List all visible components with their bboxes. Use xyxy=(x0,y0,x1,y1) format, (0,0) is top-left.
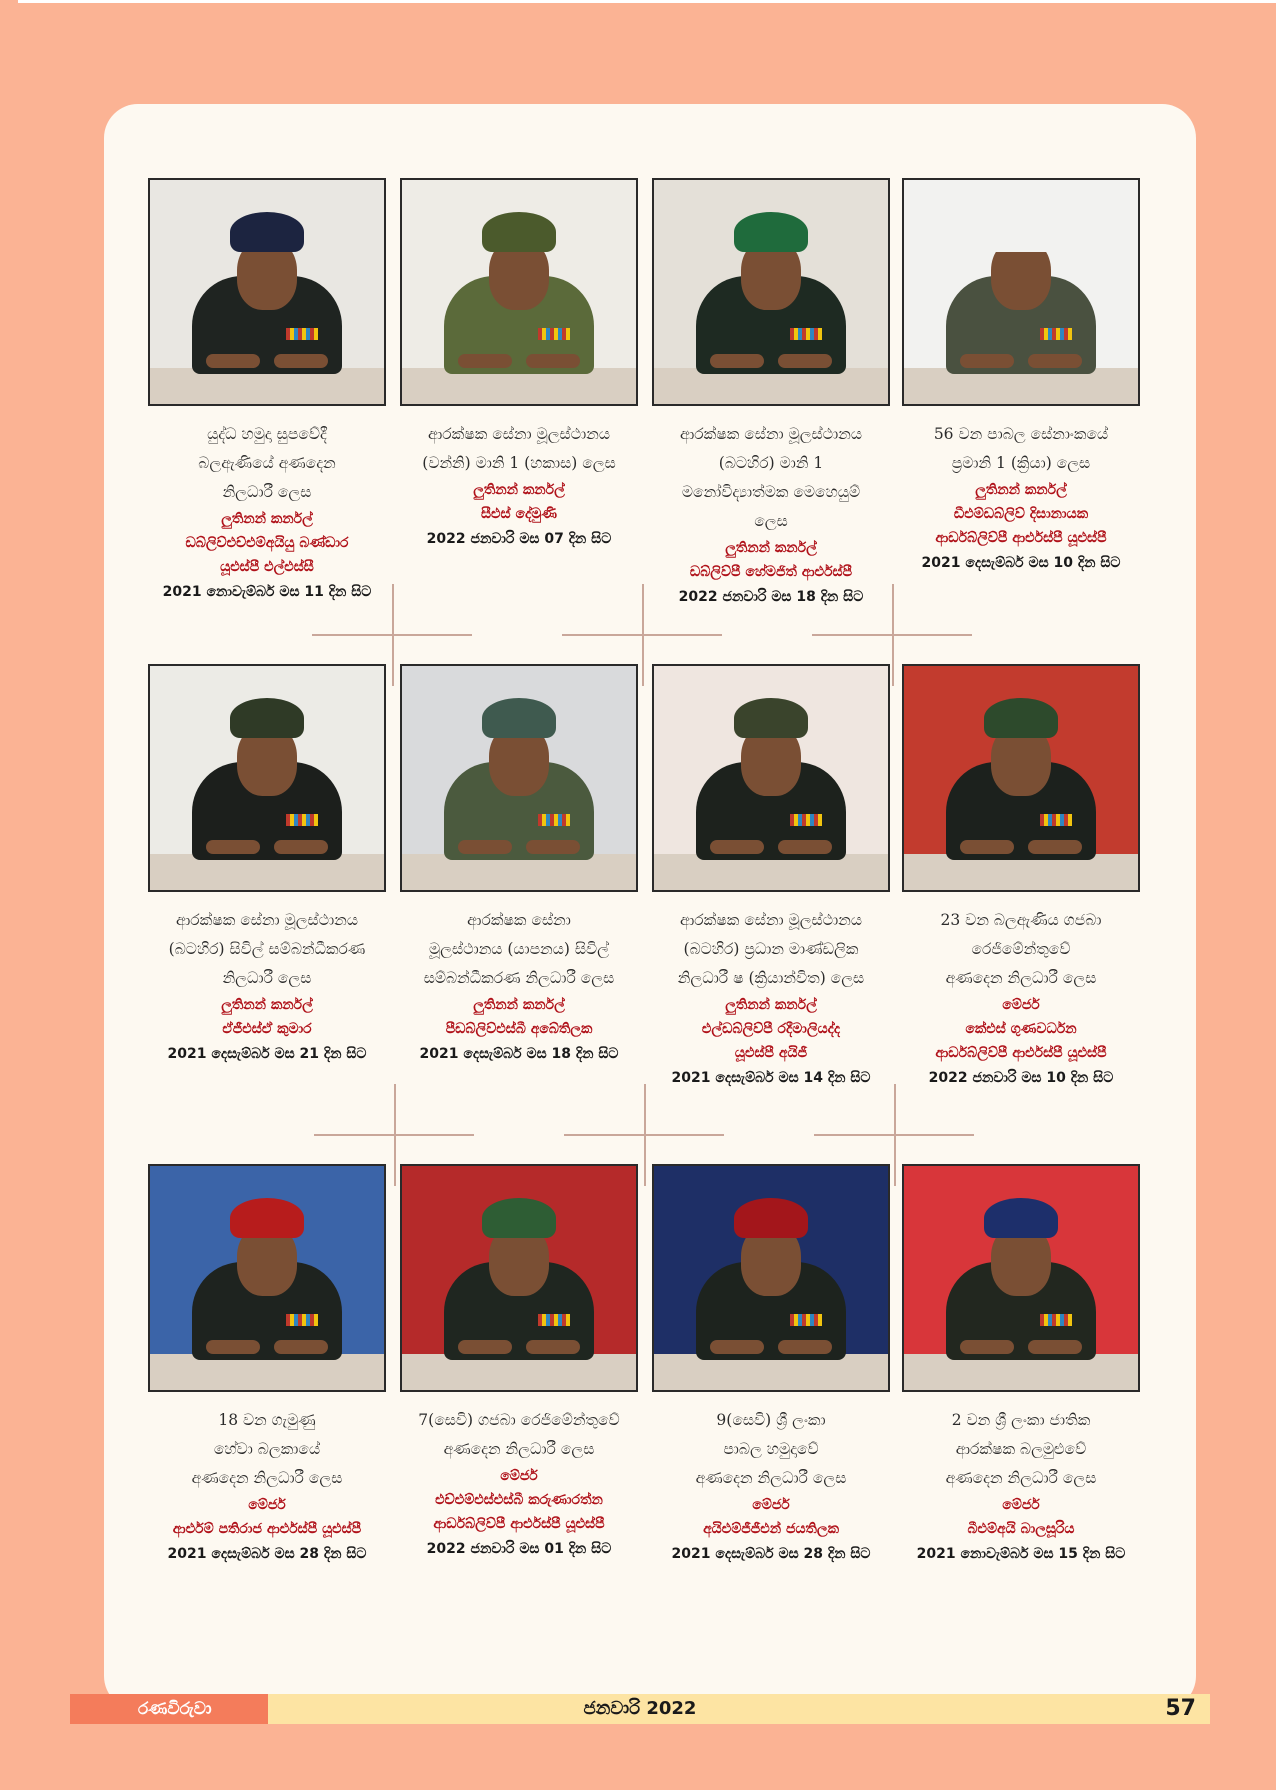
officer-photo xyxy=(902,1164,1140,1392)
officer-name: එල්ඩබ්ලිව්පී රදීමාලියද්ද xyxy=(701,1021,841,1037)
photo-medal-ribbons xyxy=(1040,328,1072,340)
officer-photo xyxy=(400,178,638,406)
content-card xyxy=(104,104,1196,1710)
officer-photo xyxy=(902,178,1140,406)
appointment-line: 23 වන බලඇණිය ගජබා xyxy=(940,911,1102,929)
officer-card xyxy=(148,664,386,1067)
photo-cap xyxy=(984,212,1058,252)
officer-photo xyxy=(148,664,386,892)
photo-arm xyxy=(778,1340,832,1354)
photo-medal-ribbons xyxy=(538,814,570,826)
officer-card xyxy=(148,1164,386,1567)
officer-name: ආර්ඩබ්ලිව්පී ආර්එස්පී යූඑස්පී xyxy=(433,1516,605,1532)
appointment-line: මූලස්ථානය (යාපනය) සිවිල් xyxy=(429,940,609,958)
appointment-line: රෙජිමේන්තුවේ xyxy=(971,940,1071,958)
officer-name: ආර්එම් පතිරාජ ආර්එස්පී යූඑස්පී xyxy=(172,1521,362,1537)
officer-rank: ලුතිනන් කර්නල් xyxy=(221,997,313,1013)
photo-arm xyxy=(526,1340,580,1354)
appointment-line: අණදෙන නිලධාරී ලෙස xyxy=(695,1469,847,1487)
photo-arm xyxy=(274,354,328,368)
officer-name: ආර්ඩබ්ලිව්පී ආර්එස්පී යූඑස්පී xyxy=(935,530,1107,546)
effective-date: 2021 දෙසැම්බර් මස 18 දින සිට xyxy=(419,1046,619,1062)
appointment-line: ආරක්ෂක සේනා මූලස්ථානය xyxy=(680,911,862,929)
photo-cap xyxy=(482,1198,556,1238)
photo-arm xyxy=(458,840,512,854)
photo-arm xyxy=(458,354,512,368)
photo-medal-ribbons xyxy=(1040,814,1072,826)
officer-name: ආර්ඩබ්ලිව්පී ආර්එස්පී යූඑස්පී xyxy=(935,1045,1107,1061)
appointment-line: අණදෙන නිලධාරී ලෙස xyxy=(191,1469,343,1487)
officer-name: යූඑස්පී අයිජී xyxy=(734,1045,808,1061)
officer-rank: ලුතිනන් කර්නල් xyxy=(221,511,313,527)
photo-arm xyxy=(1028,840,1082,854)
photo-cap xyxy=(230,212,304,252)
appointment-line: නිලධාරී ෂ (ක්‍රියාන්විත) ලෙස xyxy=(677,969,865,987)
officer-caption xyxy=(400,1406,638,1562)
officer-photo xyxy=(652,1164,890,1392)
officer-name: ඩබ්ලිව්පී හේමජිත් ආර්එස්පී xyxy=(689,564,853,580)
officer-card xyxy=(400,178,638,552)
divider-ornament xyxy=(314,1134,474,1136)
officer-rank: ලුතිනන් කර්නල් xyxy=(975,482,1067,498)
appointment-line: මනෝවිද්‍යාත්මක මෙහෙයුම් xyxy=(681,483,861,501)
officer-card xyxy=(652,664,890,1091)
officer-rank: මේජර් xyxy=(248,1497,286,1513)
officer-rank: ලුතිනන් කර්නල් xyxy=(725,997,817,1013)
appointment-line: (බටහිර) ප්‍රධාන මාණ්ඩලික xyxy=(683,940,859,958)
photo-cap xyxy=(984,1198,1058,1238)
photo-medal-ribbons xyxy=(286,1314,318,1326)
divider-ornament xyxy=(562,634,722,636)
appointment-line: 18 වන ගැමුණු xyxy=(218,1411,316,1429)
photo-medal-ribbons xyxy=(286,814,318,826)
photo-medal-ribbons xyxy=(790,814,822,826)
appointment-line: බලඇණියේ අණදෙන xyxy=(198,454,336,472)
photo-medal-ribbons xyxy=(538,1314,570,1326)
officer-name: අයිඑම්ජීජීඑන් ජයතිලක xyxy=(703,1521,839,1537)
photo-arm xyxy=(778,840,832,854)
officer-grid xyxy=(104,104,1196,1710)
divider-ornament xyxy=(814,1134,974,1136)
appointment-line: 56 වන පාබල සේනාංකයේ xyxy=(933,425,1109,443)
officer-card xyxy=(148,178,386,605)
photo-cap xyxy=(734,212,808,252)
effective-date: 2021 දෙසැම්බර් මස 21 දින සිට xyxy=(167,1046,367,1062)
appointment-line: ආරක්ෂක සේනා මූලස්ථානය xyxy=(428,425,610,443)
officer-rank: මේජර් xyxy=(1002,997,1040,1013)
appointment-line: නිලධාරී ලෙස xyxy=(222,969,312,987)
effective-date: 2022 ජනවාරි මස 18 දින සිට xyxy=(678,589,864,605)
photo-arm xyxy=(710,354,764,368)
officer-photo xyxy=(400,1164,638,1392)
officer-caption xyxy=(400,906,638,1067)
divider-ornament xyxy=(312,634,472,636)
top-edge-line xyxy=(18,0,1276,3)
appointment-line: 7(සෙවි) ගජබා රෙජිමේන්තුවේ xyxy=(418,1411,620,1429)
officer-card xyxy=(902,178,1140,576)
photo-arm xyxy=(710,840,764,854)
officer-name: සීඑස් දේමුණි xyxy=(480,506,558,522)
officer-name: ඒජීඑස්ඒ කුමාර xyxy=(222,1021,312,1037)
photo-cap xyxy=(734,1198,808,1238)
officer-card xyxy=(902,664,1140,1091)
effective-date: 2022 ජනවාරි මස 10 දින සිට xyxy=(928,1070,1114,1086)
officer-caption xyxy=(902,906,1140,1091)
appointment-line: 2 වන ශ්‍රී ලංකා ජාතික xyxy=(951,1411,1091,1429)
magazine-name: රණවිරුවා xyxy=(70,1694,268,1724)
appointment-line: පාබල හමුදාවේ xyxy=(723,1440,819,1458)
appointment-line: ලෙස xyxy=(754,512,788,530)
page-number: 57 xyxy=(1165,1696,1196,1721)
photo-arm xyxy=(960,1340,1014,1354)
appointment-line: හේවා බලකායේ xyxy=(213,1440,321,1458)
appointment-line: (වන්නි) මානි 1 (හකාස) ලෙස xyxy=(422,454,616,472)
photo-arm xyxy=(710,1340,764,1354)
officer-caption xyxy=(902,420,1140,576)
officer-card xyxy=(400,1164,638,1562)
appointment-line: (බටහිර) මානි 1 xyxy=(718,454,824,472)
photo-cap xyxy=(734,698,808,738)
page-footer xyxy=(70,1694,1210,1724)
photo-arm xyxy=(206,354,260,368)
officer-photo xyxy=(148,1164,386,1392)
photo-arm xyxy=(206,1340,260,1354)
officer-caption xyxy=(148,420,386,605)
appointment-line: ආරක්ෂක සේනා xyxy=(467,911,571,929)
appointment-line: (බටහිර) සිවිල් සම්බන්ධීකරණ xyxy=(168,940,366,958)
photo-arm xyxy=(274,840,328,854)
officer-name: කේඑස් ගුණවර්ධන xyxy=(965,1021,1077,1037)
officer-caption xyxy=(148,906,386,1067)
officer-rank: මේජර් xyxy=(752,1497,790,1513)
officer-name: ඩබ්ලිව්එච්එම්අයියු බණ්ඩාර xyxy=(185,535,349,551)
photo-arm xyxy=(526,354,580,368)
officer-photo xyxy=(652,178,890,406)
effective-date: 2021 නොවැම්බර් මස 15 දින සිට xyxy=(916,1546,1126,1562)
photo-arm xyxy=(1028,1340,1082,1354)
appointment-line: අණදෙන නිලධාරී ලෙස xyxy=(945,1469,1097,1487)
effective-date: 2021 නොවැම්බර් මස 11 දින සිට xyxy=(162,584,372,600)
officer-card xyxy=(902,1164,1140,1567)
officer-photo xyxy=(652,664,890,892)
officer-caption xyxy=(400,420,638,552)
photo-medal-ribbons xyxy=(1040,1314,1072,1326)
divider-ornament xyxy=(564,1134,724,1136)
appointment-line: ආරක්ෂක බලමුළුවේ xyxy=(955,1440,1087,1458)
officer-caption xyxy=(652,906,890,1091)
photo-medal-ribbons xyxy=(286,328,318,340)
photo-cap xyxy=(482,212,556,252)
divider-ornament xyxy=(812,634,972,636)
effective-date: 2021 දෙසැම්බර් මස 28 දින සිට xyxy=(167,1546,367,1562)
officer-caption xyxy=(148,1406,386,1567)
appointment-line: යුද්ධ හමුදා සුපවේදී xyxy=(207,425,327,443)
appointment-line: ප්‍රමානි 1 (ක්‍රියා) ලෙස xyxy=(951,454,1091,472)
photo-arm xyxy=(206,840,260,854)
officer-photo xyxy=(400,664,638,892)
photo-arm xyxy=(960,354,1014,368)
photo-arm xyxy=(960,840,1014,854)
officer-photo xyxy=(902,664,1140,892)
photo-arm xyxy=(274,1340,328,1354)
photo-arm xyxy=(458,1340,512,1354)
effective-date: 2021 දෙසැම්බර් මස 10 දින සිට xyxy=(921,555,1121,571)
officer-card xyxy=(652,1164,890,1567)
photo-cap xyxy=(482,698,556,738)
appointment-line: ආරක්ෂක සේනා මූලස්ථානය xyxy=(176,911,358,929)
officer-caption xyxy=(652,1406,890,1567)
appointment-line: 9(සෙවි) ශ්‍රී ලංකා xyxy=(716,1411,826,1429)
photo-cap xyxy=(230,698,304,738)
photo-medal-ribbons xyxy=(790,1314,822,1326)
appointment-line: සම්බන්ධීකරණ නිලධාරී ලෙස xyxy=(423,969,615,987)
officer-name: පීඩබ්ලිව්එස්බී අබේතිලක xyxy=(445,1021,593,1037)
officer-name: එච්එම්එස්එස්බී කරුණාරත්න xyxy=(435,1492,603,1508)
effective-date: 2021 දෙසැම්බර් මස 14 දින සිට xyxy=(671,1070,871,1086)
photo-arm xyxy=(526,840,580,854)
photo-arm xyxy=(1028,354,1082,368)
appointment-line: අණදෙන නිලධාරී ලෙස xyxy=(443,1440,595,1458)
appointment-line: නිලධාරී ලෙස xyxy=(222,483,312,501)
appointment-line: අණදෙන නිලධාරී ලෙස xyxy=(945,969,1097,987)
officer-name: ඩීඑම්ඩබ්ලිව් දිසානායක xyxy=(953,506,1089,522)
photo-medal-ribbons xyxy=(790,328,822,340)
officer-caption xyxy=(902,1406,1140,1567)
photo-cap xyxy=(230,1198,304,1238)
officer-name: යූඑස්පී එල්එස්සී xyxy=(220,559,314,575)
officer-card xyxy=(652,178,890,610)
officer-card xyxy=(400,664,638,1067)
effective-date: 2021 දෙසැම්බර් මස 28 දින සිට xyxy=(671,1546,871,1562)
appointment-line: ආරක්ෂක සේනා මූලස්ථානය xyxy=(680,425,862,443)
officer-photo xyxy=(148,178,386,406)
photo-arm xyxy=(778,354,832,368)
officer-rank: ලුතිනන් කර්නල් xyxy=(473,997,565,1013)
photo-medal-ribbons xyxy=(538,328,570,340)
photo-cap xyxy=(984,698,1058,738)
effective-date: 2022 ජනවාරි මස 01 දින සිට xyxy=(426,1541,612,1557)
officer-rank: මේජර් xyxy=(1002,1497,1040,1513)
officer-caption xyxy=(652,420,890,610)
officer-rank: ලුතිනන් කර්නල් xyxy=(725,540,817,556)
effective-date: 2022 ජනවාරි මස 07 දින සිට xyxy=(426,531,612,547)
officer-rank: ලුතිනන් කර්නල් xyxy=(473,482,565,498)
issue-month: ජනවාරි 2022 xyxy=(583,1698,697,1719)
officer-rank: මේජර් xyxy=(500,1468,538,1484)
officer-name: බීඑම්අයි බාලසූරිය xyxy=(967,1521,1075,1537)
